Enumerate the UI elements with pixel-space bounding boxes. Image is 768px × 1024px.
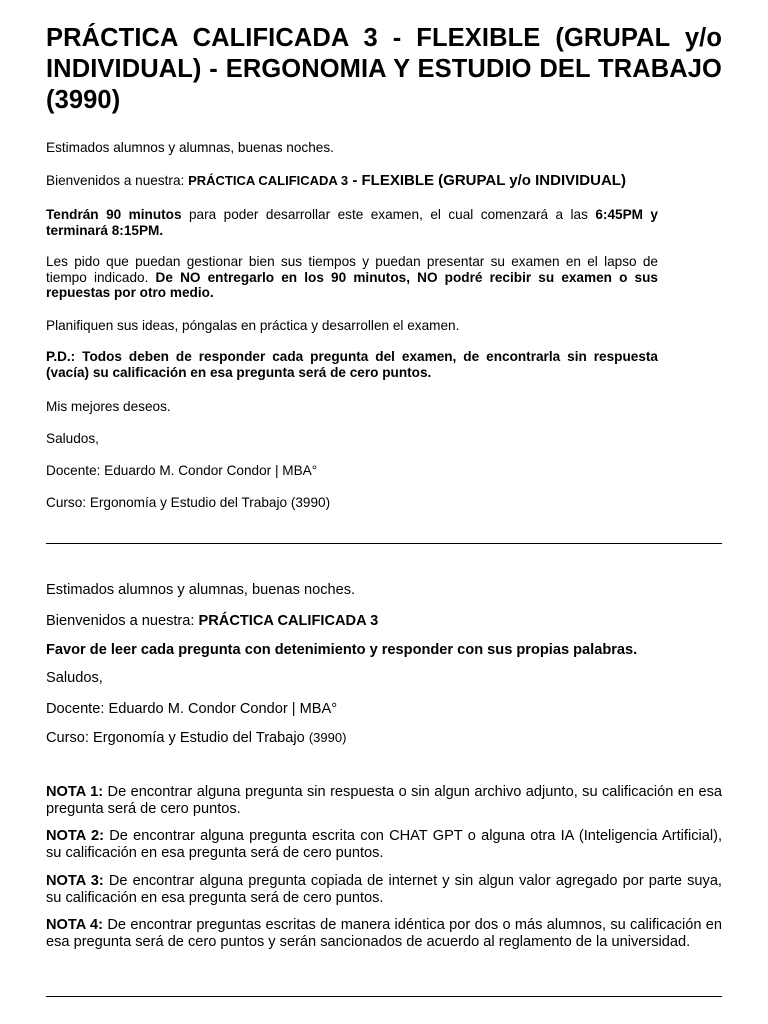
greeting: Estimados alumnos y alumnas, buenas noches. [46,140,334,155]
manage-warning: De NO entregarlo en los 90 minutos, NO podré recibir su examen o sus repuestas por otro medio. [46,269,658,300]
exam-mode: - FLEXIBLE (GRUPAL y/o INDIVIDUAL) [348,172,626,189]
note-2-text: De encontrar alguna pregunta escrita con CHAT GPT o alguna otra IA (Inteligencia Artificial), su calificación en esa pregunta será de cero puntos. [46,828,723,861]
note-3 [46,873,722,907]
document-title: PRÁCTICA CALIFICADA 3 - FLEXIBLE (GRUPAL y/o INDIVIDUAL) - ERGONOMIA Y ESTUDIO DEL TRABAJO (3990) [46,24,722,114]
welcome-prefix: Bienvenidos a nuestra: [46,173,189,188]
teacher-line: Docente: Eduardo M. Condor Condor | MBA° [46,463,318,478]
welcome-line-2 [46,613,722,630]
note-3-label: NOTA 3: [46,873,104,889]
regards-line-2: Saludos, [46,670,103,686]
note-4-label: NOTA 4: [46,917,104,933]
manage-paragraph [46,254,658,301]
instruction-line: Favor de leer cada pregunta con detenimiento y responder con sus propias palabras. [46,642,638,658]
note-1 [46,784,722,818]
exam-name-2: PRÁCTICA CALIFICADA 3 [198,613,379,629]
time-limit: Tendrán 90 minutos [46,207,182,222]
divider-top [46,543,722,544]
wishes-line: Mis mejores deseos. [46,399,171,414]
note-2 [46,828,722,862]
note-1-text: De encontrar alguna pregunta sin respuesta o sin algun archivo adjunto, su calificación en esa pregunta será de cero puntos. [46,784,722,817]
note-4 [46,917,722,951]
time-paragraph [46,207,658,238]
course-prefix-2: Curso: Ergonomía y Estudio del Trabajo [46,730,309,746]
regards-line: Saludos, [46,431,99,446]
note-4-text: De encontrar preguntas escritas de manera idéntica por dos o más alumnos, su calificación en esa pregunta será de cero puntos y serán sancionados de acuerdo al reglamento de la universidad. [46,917,723,950]
divider-bottom [46,996,722,997]
course-line-2 [46,729,722,747]
teacher-line-2: Docente: Eduardo M. Condor Condor | MBA° [46,701,338,717]
plan-line: Planifiquen sus ideas, póngalas en práctica y desarrollen el examen. [46,318,460,333]
course-line: Curso: Ergonomía y Estudio del Trabajo (3990) [46,495,331,510]
note-2-label: NOTA 2: [46,828,104,844]
manage-text: Les pido que puedan gestionar bien sus tiempos y puedan presentar su examen en el lapso de tiempo indicado. [46,254,658,285]
note-3-text: De encontrar alguna pregunta copiada de internet y sin algun valor agregado por parte suya, su calificación en esa pregunta será de cero puntos. [46,873,722,906]
course-code-2: (3990) [308,730,347,745]
greeting-2: Estimados alumnos y alumnas, buenas noches. [46,582,356,598]
welcome-prefix-2: Bienvenidos a nuestra: [46,613,199,629]
note-1-label: NOTA 1: [46,784,104,800]
welcome-line [46,173,658,189]
time-schedule: 6:45PM y terminará 8:15PM. [46,207,658,238]
exam-name: PRÁCTICA CALIFICADA 3 [188,173,349,188]
time-text: para poder desarrollar este examen, el cual comenzará a las [181,207,596,222]
pd-paragraph: P.D.: Todos deben de responder cada pregunta del examen, de encontrarla sin respuesta (vacía) su calificación en esa pregunta será de cero puntos. [46,349,658,380]
